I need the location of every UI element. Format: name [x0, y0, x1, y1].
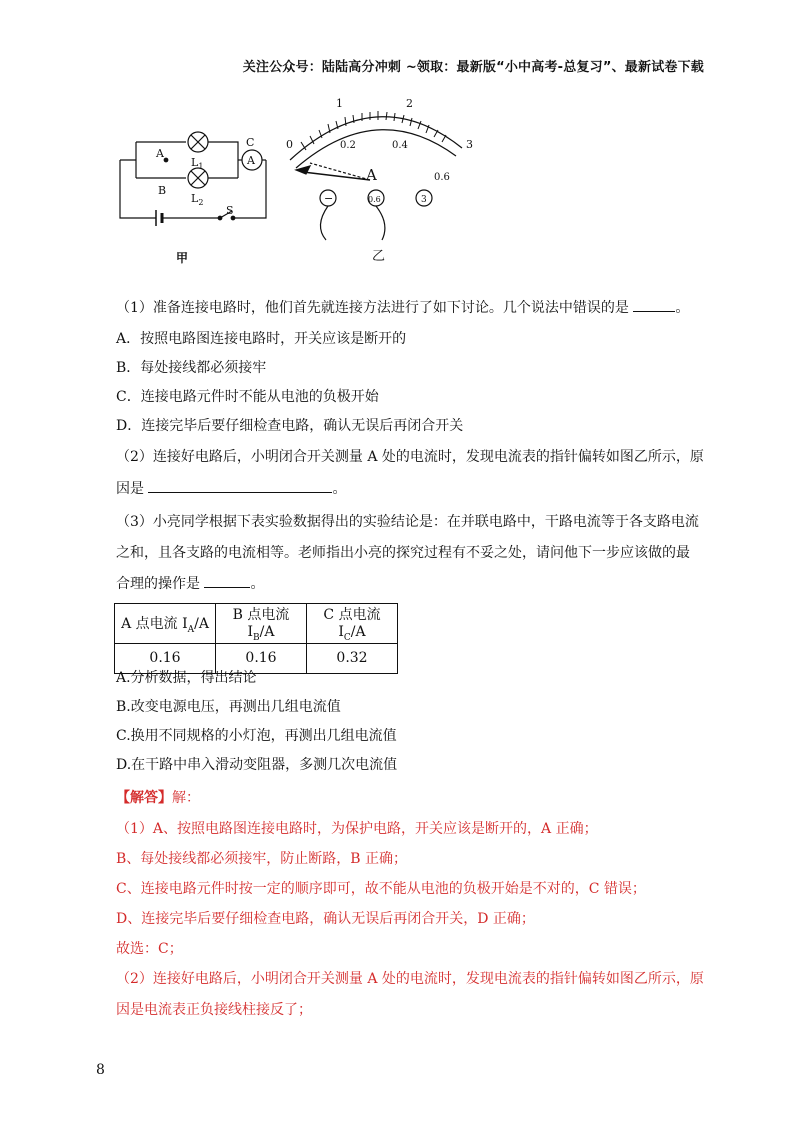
table-header-a: A 点电流 $I_A/A$: [115, 604, 216, 644]
q3-line1: （3）小亮同学根据下表实验数据得出的实验结论是：在并联电路中，干路电流等于各支路电流: [116, 514, 699, 530]
table-cell-a: 0.16: [115, 643, 216, 673]
table-header-c: C 点电流 $I_C/A$: [307, 604, 398, 644]
terminal-3: 3: [421, 195, 427, 205]
answer-line-3: C、连接电路元件时按一定的顺序即可，故不能从电池的负极开始是不对的，C 错误；: [116, 881, 646, 897]
switch-label: S: [226, 204, 234, 217]
q3-line3: 合理的操作是 。: [116, 576, 265, 592]
q3-option-d: D.在干路中串入滑动变阻器，多测几次电流值: [116, 757, 398, 773]
answer-line-1: （1）A、按照电路图连接电路时，为保护电路，开关应该是断开的，A 正确；: [116, 821, 598, 837]
q1-prompt: （1）准备连接电路时，他们首先就连接方法进行了如下讨论。几个说法中错误的是 。: [116, 300, 690, 316]
lamp2-label: $L_2$: [191, 192, 204, 207]
meter-scale-3: 3: [466, 138, 473, 151]
q1-option-a: A．按照电路图连接电路时，开关应该是断开的: [116, 331, 407, 347]
page-number: 8: [96, 1062, 105, 1078]
circuit-label-c: C: [246, 136, 255, 149]
meter-scale-0-6: 0.6: [434, 172, 450, 183]
q1-option-c: C．连接电路元件时不能从电池的负极开始: [116, 389, 379, 405]
meter-scale-0-4: 0.4: [392, 140, 408, 151]
q3-option-c: C.换用不同规格的小灯泡，再测出几组电流值: [116, 728, 397, 744]
answer-line-7: 因是电流表正负接线柱接反了；: [116, 1002, 312, 1018]
circuit-label-a: A: [156, 147, 164, 160]
q2-line2: 因是 。: [116, 481, 347, 497]
q1-answer-blank: [633, 299, 675, 312]
lamp1-label: $L_1$: [191, 156, 204, 171]
answer-heading: 【解答】解：: [116, 790, 200, 806]
current-data-table: [114, 603, 398, 674]
q3-option-b: B.改变电源电压，再测出几组电流值: [116, 699, 341, 715]
terminal-minus: −: [324, 192, 334, 205]
figure-circuit-and-meter: [100, 90, 520, 280]
answer-line-4: D、连接完毕后要仔细检查电路，确认无误后再闭合开关，D 正确；: [116, 911, 535, 927]
terminal-0-6: 0.6: [368, 195, 381, 204]
figure-caption-yi: 乙: [372, 249, 386, 264]
meter-unit: A: [366, 166, 377, 184]
circuit-ammeter-symbol: A: [247, 154, 255, 167]
answer-line-6: （2）连接好电路后，小明闭合开关测量 A 处的电流时，发现电流表的指针偏转如图乙所示，原: [116, 971, 704, 987]
q1-option-d: D．连接完毕后要仔细检查电路，确认无误后再闭合开关: [116, 418, 464, 434]
meter-scale-2: 2: [406, 97, 413, 110]
q1-option-b: B．每处接线都必须接牢: [116, 360, 267, 376]
figure-caption-jia: 甲: [176, 251, 189, 265]
answer-line-2: B、每处接线都必须接牢，防止断路，B 正确；: [116, 851, 408, 867]
meter-scale-0-2: 0.2: [340, 140, 356, 151]
table-header-row: [115, 604, 398, 644]
q3-option-a: A.分析数据，得出结论: [116, 670, 257, 686]
meter-scale-0: 0: [286, 138, 293, 151]
meter-scale-1: 1: [336, 97, 343, 110]
q2-answer-blank: [148, 480, 332, 493]
answer-line-5: 故选：C；: [116, 941, 183, 957]
page-header: 关注公众号：陆陆高分冲刺 ~领取：最新版“小中高考-总复习”、最新试卷下载: [242, 60, 704, 75]
q3-line2: 之和，且各支路的电流相等。老师指出小亮的探究过程有不妥之处，请问他下一步应该做的最: [116, 545, 690, 561]
table-cell-c: 0.32: [307, 643, 398, 673]
q3-answer-blank: [204, 575, 250, 588]
circuit-diagram: [120, 132, 266, 226]
q2-line1: （2）连接好电路后，小明闭合开关测量 A 处的电流时，发现电流表的指针偏转如图乙所示，原: [116, 449, 704, 465]
table-cell-b: 0.16: [216, 643, 307, 673]
table-header-b: B 点电流 $I_B/A$: [216, 604, 307, 644]
circuit-label-b: B: [158, 184, 167, 197]
